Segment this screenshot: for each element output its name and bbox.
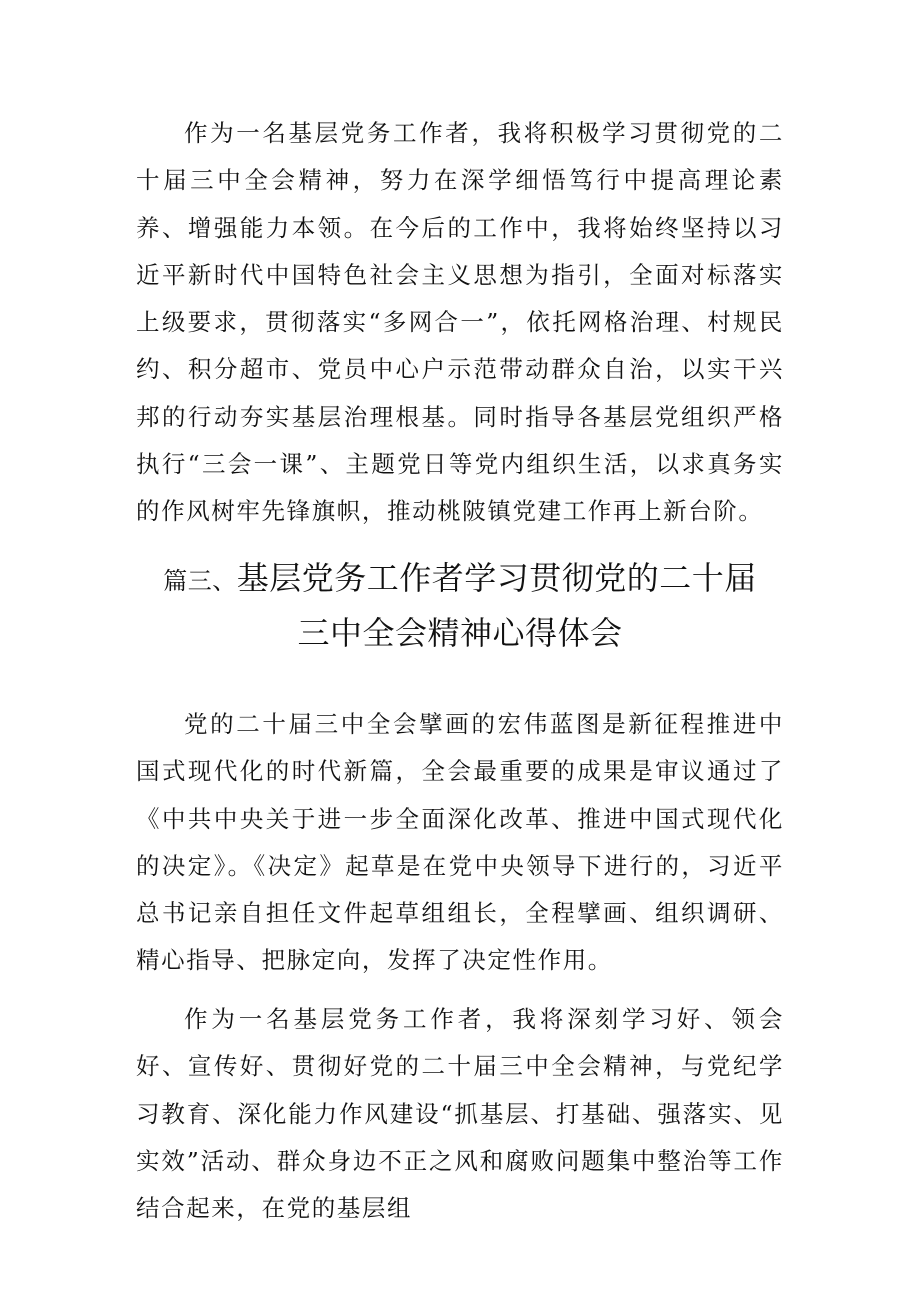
body-paragraph-3: 作为一名基层党务工作者，我将深刻学习好、领会好、宣传好、贯彻好党的二十届三中全会精神，与党纪学习教育、深化能力作风建设“抓基层、打基础、强落实、见实效”活动、群众身边不正之风和腐败问题集中整治等工作结合起来，在党的基层组 xyxy=(136,1005,784,1223)
body-paragraph-1: 作为一名基层党务工作者，我将积极学习贯彻党的二十届三中全会精神，努力在深学细悟笃行中提高理论素养、增强能力本领。在今后的工作中，我将始终坚持以习近平新时代中国特色社会主义思想为指引，全面对标落实上级要求，贯彻落实“多网合一”，依托网格治理、村规民约、积分超市、党员中心户示范带动群众自治，以实干兴邦的行动夯实基层治理根基。同时指导各基层党组织严格执行“三会一课”、主题党日等党内组织生活，以求真务实的作风树牢先锋旗帜，推动桃陂镇党建工作再上新台阶。 xyxy=(136,119,784,526)
section-heading-prefix: 篇三、 xyxy=(163,567,237,595)
section-heading-line-2: 三中全会精神心得体会 xyxy=(297,614,623,652)
section-heading-line-1: 基层党务工作者学习贯彻党的二十届 xyxy=(236,559,757,597)
body-paragraph-2: 党的二十届三中全会擘画的宏伟蓝图是新征程推进中国式现代化的时代新篇，全会最重要的成果是审议通过了《中共中央关于进一步全面深化改革、推进中国式现代化的决定》。《决定》起草是在党中央领导下进行的，习近平总书记亲自担任文件起草组组长，全程擘画、组织调研、精心指导、把脉定向，发挥了决定性作用。 xyxy=(136,710,784,975)
section-heading xyxy=(136,552,784,659)
